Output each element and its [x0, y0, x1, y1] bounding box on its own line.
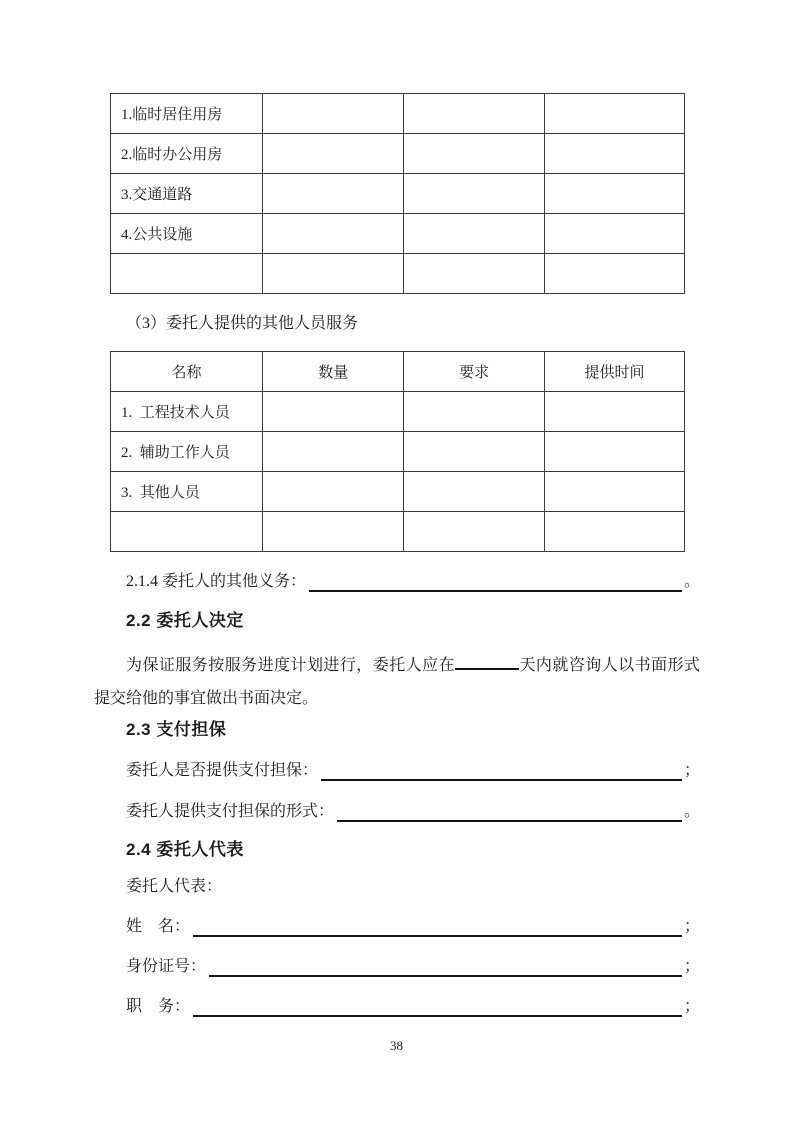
name-label: 姓 名： — [126, 918, 191, 935]
blank-underline-field — [321, 763, 682, 781]
table-cell: 1.临时居住用房 — [111, 94, 263, 134]
table-header-cell: 数量 — [263, 352, 404, 392]
table-cell — [263, 392, 404, 432]
table-cell — [263, 512, 404, 552]
job-title-semicolon: ； — [683, 998, 700, 1015]
table-row — [111, 472, 685, 512]
table-cell — [404, 94, 545, 134]
table-cell: 3.交通道路 — [111, 174, 263, 214]
clause-22-paragraph — [94, 649, 700, 715]
table-cell — [544, 214, 684, 254]
representative-intro-line: 委托人代表： — [126, 878, 223, 895]
id-number-semicolon: ； — [683, 958, 700, 975]
table-header-cell: 要求 — [404, 352, 545, 392]
table-row — [111, 392, 685, 432]
table-cell — [404, 134, 545, 174]
table-cell — [263, 134, 404, 174]
page-number: 38 — [390, 1038, 403, 1053]
clause-22-text-before: 为保证服务按服务进度计划进行，委托人应在 — [126, 657, 456, 674]
table-row — [111, 432, 685, 472]
representative-id-line — [94, 955, 700, 979]
heading-2-4: 2.4 委托人代表 — [126, 840, 244, 859]
document-content — [94, 93, 700, 1019]
table-row — [111, 134, 685, 174]
table-cell — [263, 432, 404, 472]
payment-guarantee-semicolon: ； — [683, 762, 700, 779]
table-cell — [404, 392, 545, 432]
name-semicolon: ； — [683, 918, 700, 935]
job-title-label: 职 务： — [126, 998, 191, 1015]
clause-214-line — [94, 570, 700, 594]
heading-2-3: 2.3 支付担保 — [126, 720, 227, 739]
table-cell — [544, 254, 684, 294]
table-cell — [544, 392, 684, 432]
representative-title-line — [94, 995, 700, 1019]
table-cell — [404, 472, 545, 512]
blank-underline-field — [309, 574, 682, 592]
table-cell — [263, 94, 404, 134]
blank-underline-field — [455, 668, 519, 670]
blank-underline-field — [337, 804, 682, 822]
table-row — [111, 94, 685, 134]
clause-214-label: 2.1.4 委托人的其他义务： — [126, 573, 307, 590]
table-cell — [544, 512, 684, 552]
table-row — [111, 254, 685, 294]
table-cell — [544, 174, 684, 214]
table-cell — [404, 174, 545, 214]
table-row — [111, 174, 685, 214]
table-header-cell: 提供时间 — [544, 352, 684, 392]
payment-guarantee-line-2 — [94, 800, 700, 824]
table-header-row — [111, 352, 685, 392]
clause-22-text-after: 天内就咨询人以书面形式提交给他的事宜做出书面决定。 — [94, 657, 700, 707]
personnel-table-caption: （3）委托人提供的其他人员服务 — [126, 315, 359, 332]
table-cell — [544, 472, 684, 512]
table-row — [111, 214, 685, 254]
facilities-table — [110, 93, 685, 294]
table-header-cell: 名称 — [111, 352, 263, 392]
table-cell — [263, 214, 404, 254]
id-number-label: 身份证号： — [126, 958, 207, 975]
table-cell — [404, 254, 545, 294]
table-cell — [263, 174, 404, 214]
table-cell: 4.公共设施 — [111, 214, 263, 254]
table-cell — [263, 254, 404, 294]
personnel-table — [110, 351, 685, 552]
heading-2-2: 2.2 委托人决定 — [126, 611, 244, 630]
payment-guarantee-label-1: 委托人是否提供支付担保： — [126, 762, 319, 779]
table-cell — [404, 432, 545, 472]
blank-underline-field — [209, 959, 682, 977]
table-cell — [111, 512, 263, 552]
payment-guarantee-period: 。 — [683, 803, 700, 820]
clause-214-period: 。 — [683, 573, 700, 590]
table-cell — [544, 432, 684, 472]
blank-underline-field — [193, 919, 682, 937]
table-cell: 2. 辅助工作人员 — [111, 432, 263, 472]
table-cell — [404, 512, 545, 552]
blank-underline-field — [193, 999, 682, 1017]
table-cell — [111, 254, 263, 294]
table-cell — [263, 472, 404, 512]
table-cell: 3. 其他人员 — [111, 472, 263, 512]
payment-guarantee-line-1 — [94, 759, 700, 783]
payment-guarantee-label-2: 委托人提供支付担保的形式： — [126, 803, 335, 820]
table-cell: 2.临时办公用房 — [111, 134, 263, 174]
table-cell — [404, 214, 545, 254]
table-row — [111, 512, 685, 552]
table-cell: 1. 工程技术人员 — [111, 392, 263, 432]
representative-name-line — [94, 915, 700, 939]
table-cell — [544, 94, 684, 134]
table-cell — [544, 134, 684, 174]
